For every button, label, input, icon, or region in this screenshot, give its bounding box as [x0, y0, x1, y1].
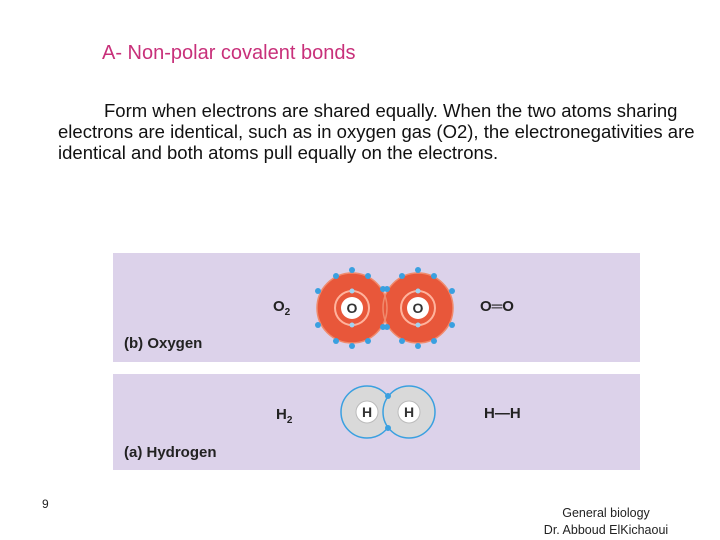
oxygen-electron	[315, 322, 321, 328]
oxygen-electron	[333, 273, 339, 279]
paragraph-text: Form when electrons are shared equally. When the two atoms sharing electrons are identical, such as in oxygen gas (O2), the electronegativities are identical and both atoms pull equally on the electrons.	[58, 100, 695, 163]
hydrogen-electron	[385, 393, 391, 399]
oxygen-electron	[349, 343, 355, 349]
oxygen-inner-electron	[416, 289, 421, 294]
oxygen-electron	[315, 288, 321, 294]
oxygen-electron	[333, 338, 339, 344]
hydrogen-panel	[113, 374, 640, 470]
oxygen-electron	[384, 286, 390, 292]
oxygen-electron	[431, 273, 437, 279]
oxygen-electron	[384, 324, 390, 330]
oxygen-electron	[415, 343, 421, 349]
oxygen-inner-electron	[350, 289, 355, 294]
oxygen-formula: $O_2$	[273, 298, 291, 318]
oxygen-inner-electron	[416, 323, 421, 328]
hydrogen-molecule-diagram	[113, 374, 640, 470]
footer-credit	[520, 505, 692, 539]
hydrogen-panel-label: (a) Hydrogen	[124, 444, 217, 461]
hydrogen-atom-symbol: H	[403, 404, 415, 420]
hydrogen-structural-formula: H—H	[484, 405, 521, 422]
oxygen-inner-electron	[350, 323, 355, 328]
body-paragraph	[58, 100, 698, 163]
oxygen-atom-symbol: O	[412, 300, 424, 316]
oxygen-molecule-diagram	[113, 253, 640, 362]
page-number: 9	[42, 497, 49, 511]
oxygen-electron	[431, 338, 437, 344]
oxygen-panel	[113, 253, 640, 362]
hydrogen-atom-symbol: H	[361, 404, 373, 420]
hydrogen-formula: $H_2$	[276, 406, 293, 426]
oxygen-electron	[449, 288, 455, 294]
hydrogen-electron	[385, 425, 391, 431]
oxygen-electron	[399, 273, 405, 279]
oxygen-electron	[365, 273, 371, 279]
oxygen-electron	[415, 267, 421, 273]
slide-title: A- Non-polar covalent bonds	[102, 42, 356, 64]
oxygen-atom-symbol: O	[346, 300, 358, 316]
oxygen-electron	[365, 338, 371, 344]
footer-line-2: Dr. Abboud ElKichaoui	[543, 523, 669, 537]
oxygen-electron	[399, 338, 405, 344]
oxygen-electron	[449, 322, 455, 328]
oxygen-electron	[349, 267, 355, 273]
oxygen-panel-label: (b) Oxygen	[124, 335, 203, 352]
oxygen-structural-formula: O═O	[480, 298, 514, 315]
footer-line-1: General biology	[562, 506, 650, 520]
